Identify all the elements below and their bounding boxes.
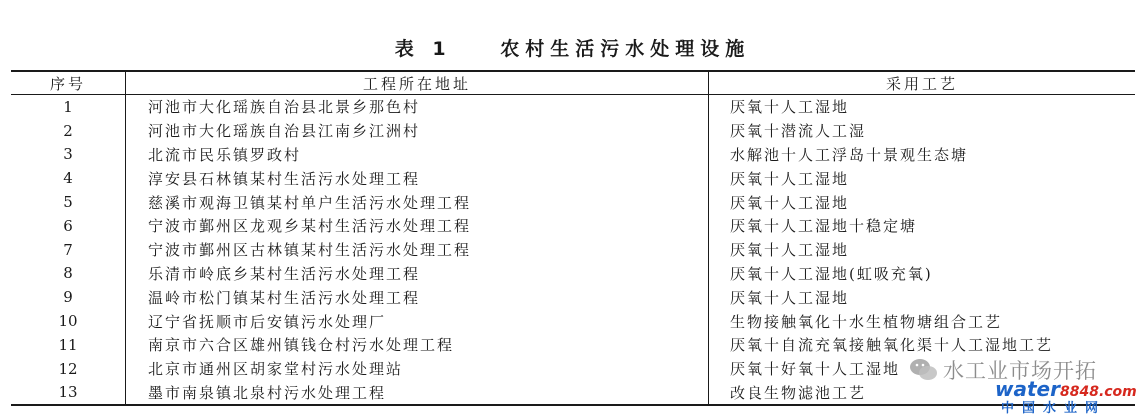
cell-no: 5 (11, 190, 126, 214)
cell-no: 1 (11, 95, 126, 119)
cell-address: 辽宁省抚顺市后安镇污水处理厂 (126, 309, 709, 333)
table-row (11, 214, 1135, 238)
cell-process: 水解池十人工浮岛十景观生态塘 (730, 145, 969, 164)
table-row (11, 166, 1135, 190)
table-row (11, 119, 1135, 143)
cell-process: 厌氧十自流充氧接触氧化渠十人工湿地工艺 (730, 336, 1054, 355)
cell-no: 6 (11, 214, 126, 238)
table-row (11, 143, 1135, 167)
cell-no: 11 (11, 333, 126, 357)
cell-process: 厌氧十潜流人工湿 (730, 122, 867, 141)
cell-process: 改良生物滤池工艺 (730, 383, 867, 402)
cell-address: 乐清市岭底乡某村生活污水处理工程 (126, 262, 709, 286)
cell-address: 河池市大化瑶族自治县江南乡江洲村 (126, 119, 709, 143)
table-row (11, 309, 1135, 333)
cell-no: 12 (11, 357, 126, 381)
column-header-no: 序号 (11, 71, 126, 95)
cell-no: 7 (11, 238, 126, 262)
cell-address: 宁波市鄞州区古林镇某村生活污水处理工程 (126, 238, 709, 262)
cell-process: 厌氧十好氧十人工湿地 (730, 360, 901, 379)
cell-no: 9 (11, 285, 126, 309)
cell-address: 南京市六合区雄州镇钱仓村污水处理工程 (126, 333, 709, 357)
cell-address: 墨市南泉镇北泉村污水处理工程 (126, 381, 709, 406)
cell-address: 宁波市鄞州区龙观乡某村生活污水处理工程 (126, 214, 709, 238)
cell-process: 厌氧十人工湿地 (730, 241, 850, 260)
cell-no: 4 (11, 166, 126, 190)
cell-address: 河池市大化瑶族自治县北景乡那色村 (126, 95, 709, 119)
cell-process: 生物接触氧化十水生植物塘组合工艺 (730, 312, 1003, 331)
brand-tld: .com (1098, 384, 1137, 400)
wechat-icon (909, 357, 939, 383)
table-row (11, 285, 1135, 309)
cell-process: 厌氧十人工湿地 (730, 169, 850, 188)
watermark (909, 355, 1139, 416)
cell-process: 厌氧十人工湿地十稳定塘 (730, 217, 918, 236)
table-header (11, 71, 1135, 95)
cell-process: 厌氧十人工湿地 (730, 98, 850, 117)
table-caption: 农村生活污水处理设施 (500, 38, 751, 60)
cell-no: 13 (11, 381, 126, 406)
header-row (11, 71, 1135, 95)
table-row (11, 262, 1135, 286)
cell-address: 淳安县石林镇某村生活污水处理工程 (126, 166, 709, 190)
cell-address: 北京市通州区胡家堂村污水处理站 (126, 357, 709, 381)
column-header-process: 采用工艺 (885, 74, 958, 93)
table-number: 表 1 (394, 38, 452, 60)
cell-address: 慈溪市观海卫镇某村单户生活污水处理工程 (126, 190, 709, 214)
watermark-text: 水工业市场开拓 (943, 359, 1097, 383)
watermark-site-name: 中国水业网 (1001, 401, 1107, 416)
cell-no: 3 (11, 143, 126, 167)
cell-process: 厌氧十人工湿地 (730, 193, 850, 212)
column-header-address: 工程所在地址 (126, 71, 709, 95)
cell-address: 北流市民乐镇罗政村 (126, 143, 709, 167)
brand-number: 8848 (1059, 384, 1099, 400)
table-row (11, 238, 1135, 262)
table-row (11, 95, 1135, 119)
cell-no: 2 (11, 119, 126, 143)
table-row (11, 333, 1135, 357)
cell-process: 厌氧十人工湿地 (730, 288, 850, 307)
table-title (0, 34, 1145, 61)
cell-address: 温岭市松门镇某村生活污水处理工程 (126, 285, 709, 309)
cell-no: 8 (11, 262, 126, 286)
table-row (11, 190, 1135, 214)
brand-word: water (995, 377, 1060, 401)
cell-no: 10 (11, 309, 126, 333)
cell-process: 厌氧十人工湿地(虹吸充氧) (730, 264, 933, 283)
